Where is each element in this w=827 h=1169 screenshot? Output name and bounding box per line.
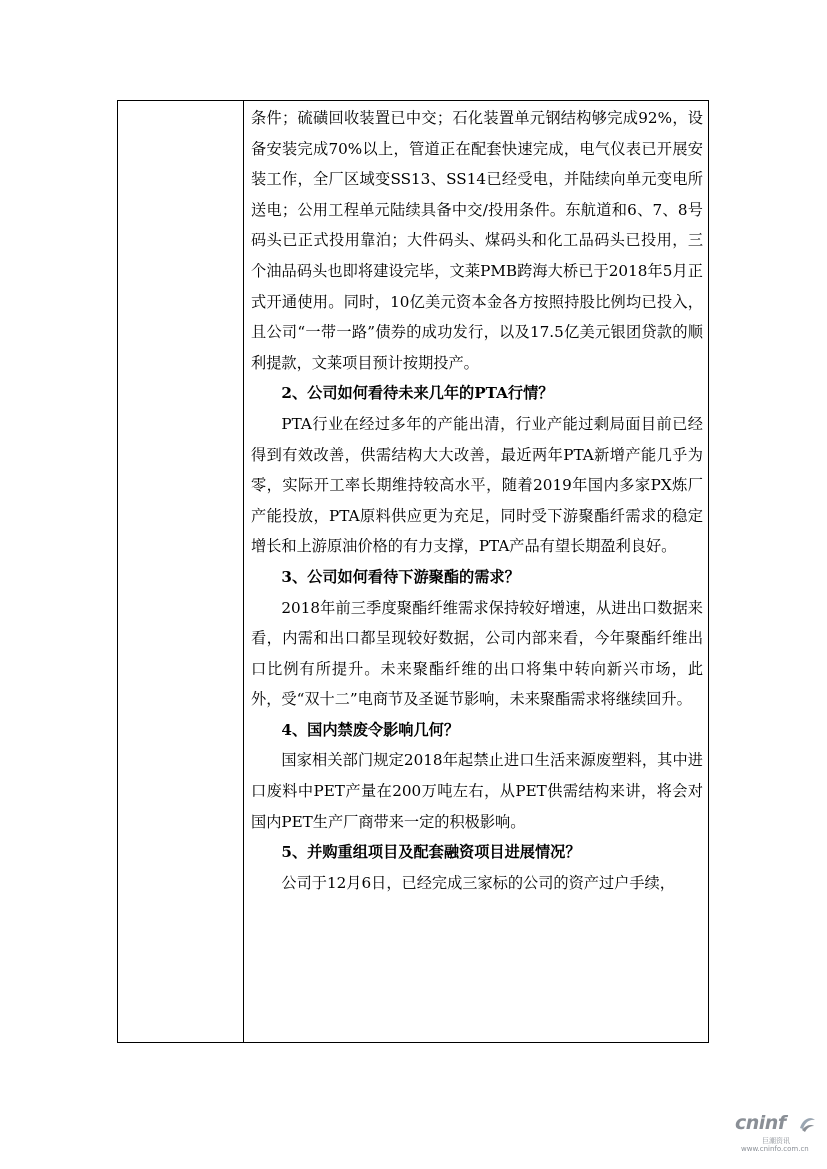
logo-url: www.cninfo.com.cn [741,1145,809,1153]
answer-paragraph-4: 国家相关部门规定2018年起禁止进口生活来源废塑料，其中进口废料中PET产量在200万吨左右，从PET供需结构来讲，将会对国内PET生产厂商带来一定的积极影响。 [251,751,703,831]
paragraph-continuation: 条件；硫磺回收装置已中交；石化装置单元钢结构够完成92%，设备安装完成70%以上，管道正在配套快速完成，电气仪表已开展安装工作，全厂区域变SS13、SS14已经受电，并陆续向单元变电所送电；公用工程单元陆续具备中交/投用条件。东航道和6、7、8号码头已正式投用靠泊；大件码头、煤码头和化工品码头已投用，三个油品码头也即将建设完毕，文莱PMB跨海大桥已于2018年5月正式开通使用。同时，10亿美元资本金各方按照持股比例均已投入，且公司“一带一路”债券的成功发行，以及17.5亿美元银团贷款的顺利提款，文莱项目预计按期投产。 [251,109,703,372]
question-heading-4: 4、国内禁废令影响几何？ [281,720,460,739]
logo-brand: cninf [735,1112,786,1134]
answer-paragraph-3: 2018年前三季度聚酯纤维需求保持较好增速，从进出口数据来看，内需和出口都呈现较好数据，公司内部来看，今年聚酯纤维出口比例有所提升。未来聚酯纤维的出口将集中转向新兴市场，此外，受“双十二”电商节及圣诞节影响，未来聚酯需求将继续回升。 [251,598,703,709]
info-table [117,100,709,1043]
question-heading-2: 2、公司如何看待未来几年的PTA行情？ [281,384,554,403]
column-divider [243,101,244,1042]
logo-swirl-icon [797,1114,817,1134]
question-heading-5: 5、并购重组项目及配套融资项目进展情况？ [281,843,581,862]
answer-paragraph-2: PTA行业在经过多年的产能出清，行业产能过剩局面目前已经得到有效改善，供需结构大大改善，最近两年PTA新增产能几乎为零，实际开工率长期维持较高水平，随着2019年国内多家PX炼厂产能投放，PTA原料供应更为充足，同时受下游聚酯纤需求的稳定增长和上游原油价格的有力支撑，PTA产品有望长期盈利良好。 [251,414,703,556]
question-heading-3: 3、公司如何看待下游聚酯的需求？ [281,567,520,586]
logo-cn-name: 巨潮资讯 [762,1137,790,1145]
answer-paragraph-5: 公司于12月6日，已经完成三家标的公司的资产过户手续， [281,873,675,892]
cninfo-logo [735,1112,820,1158]
content-cell [251,103,703,898]
